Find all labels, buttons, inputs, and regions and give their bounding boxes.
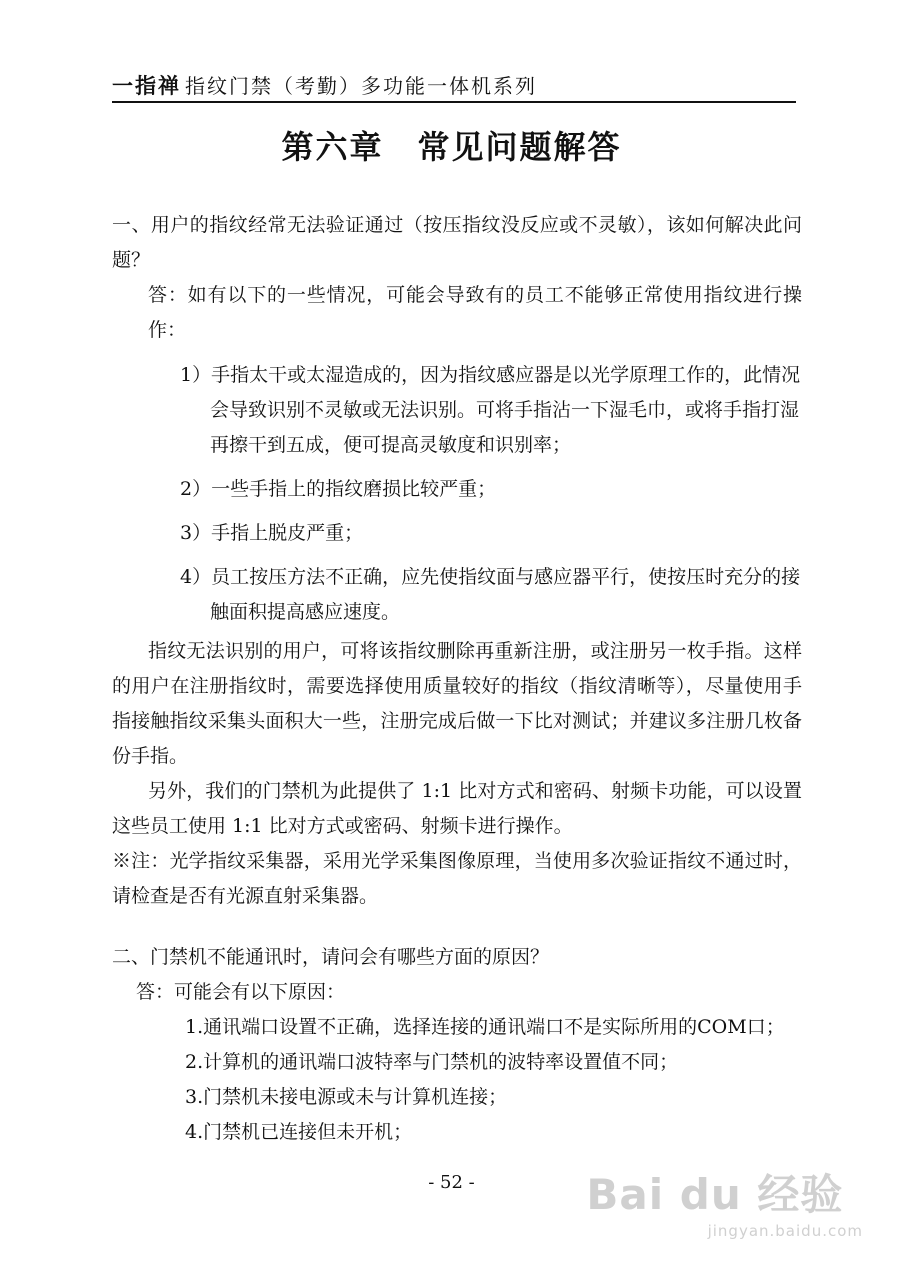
watermark-logo-text: Bai du 经验 <box>586 1170 844 1219</box>
answer-2-intro: 答：可能会有以下原因： <box>136 981 346 1003</box>
answer-1-item: 4）员工按压方法不正确，应先使指纹面与感应器平行，使按压时充分的接触面积提高感应速度。 <box>180 566 801 623</box>
answer-1-item: 3）手指上脱皮严重； <box>180 522 364 544</box>
baidu-watermark <box>586 1162 863 1240</box>
chapter-title: 第六章 常见问题解答 <box>281 128 622 166</box>
answer-1-intro: 答：如有以下的一些情况，可能会导致有的员工不能够正常使用指纹进行操作： <box>148 284 802 341</box>
question-1: 一、用户的指纹经常无法验证通过（按压指纹没反应或不灵敏），该如何解决此问题？ <box>112 214 802 271</box>
watermark-url: jingyan.baidu.com <box>707 1222 863 1240</box>
answer-1-item: 2）一些手指上的指纹磨损比较严重； <box>180 478 497 500</box>
running-header <box>112 70 796 100</box>
header-series: 指纹门禁（考勤）多功能一体机系列 <box>185 74 537 98</box>
answer-1-paragraph: 另外，我们的门禁机为此提供了 1:1 比对方式和密码、射频卡功能，可以设置这些员工使用 1:1 比对方式或密码、射频卡进行操作。 <box>112 780 802 837</box>
answer-2-item: 4.门禁机已连接但未开机； <box>185 1121 413 1143</box>
page-number: - 52 - <box>428 1172 475 1193</box>
answer-2-item: 2.计算机的通讯端口波特率与门禁机的波特率设置值不同； <box>185 1051 679 1073</box>
header-brand: 一指禅 <box>112 74 181 98</box>
answer-2-item: 1.通讯端口设置不正确，选择连接的通讯端口不是实际所用的COM口； <box>185 1016 785 1038</box>
page-body <box>112 208 802 1150</box>
header-rule <box>112 101 796 103</box>
answer-2-item: 3.门禁机未接电源或未与计算机连接； <box>185 1086 508 1108</box>
answer-1-item: 1）手指太干或太湿造成的，因为指纹感应器是以光学原理工作的，此情况会导致识别不灵敏或无法识别。可将手指沾一下湿毛巾，或将手指打湿再擦干到五成，便可提高灵敏度和识别率； <box>180 364 801 456</box>
question-2: 二、门禁机不能通讯时，请问会有哪些方面的原因？ <box>112 946 550 968</box>
answer-1-note: ※注：光学指纹采集器，采用光学采集图像原理，当使用多次验证指纹不通过时，请检查是否有光源直射采集器。 <box>112 850 802 907</box>
answer-1-paragraph: 指纹无法识别的用户，可将该指纹删除再重新注册，或注册另一枚手指。这样的用户在注册指纹时，需要选择使用质量较好的指纹（指纹清晰等），尽量使用手指接触指纹采集头面积大一些，注册完成后做一下比对测试；并建议多注册几枚备份手指。 <box>112 640 802 767</box>
